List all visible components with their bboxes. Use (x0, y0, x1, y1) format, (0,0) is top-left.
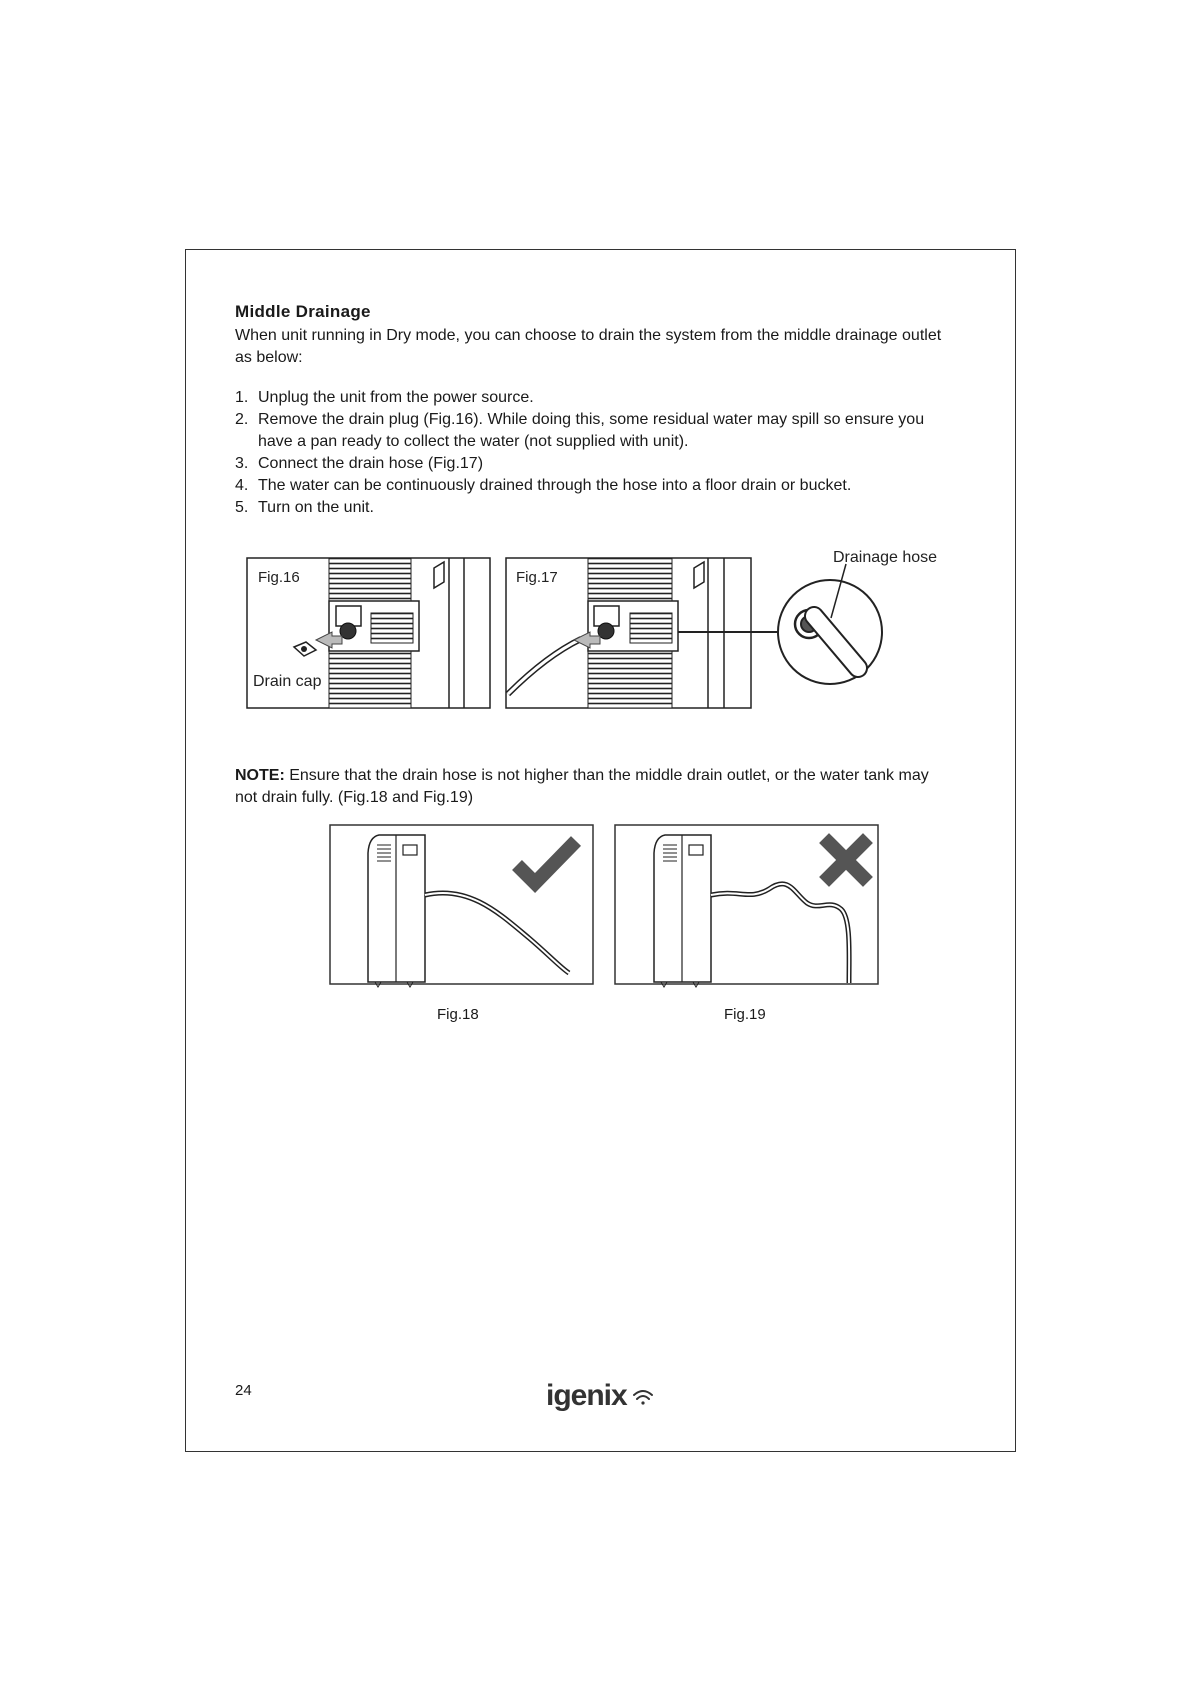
fig18-illustration (330, 825, 593, 987)
brand-logo (546, 1375, 656, 1415)
figures-18-19 (329, 823, 879, 993)
main-content (235, 302, 950, 519)
drain-cap-label: Drain cap (253, 673, 322, 690)
fig16-label: Fig.16 (258, 569, 300, 586)
page-number: 24 (235, 1382, 252, 1399)
steps-list (235, 387, 950, 519)
brand-name: igenix (546, 1379, 627, 1412)
list-item: 3. Connect the drain hose (Fig.17) (235, 455, 484, 472)
wifi-icon (634, 1391, 652, 1405)
drainage-hose-detail (778, 549, 937, 684)
fig16-illustration (247, 558, 490, 708)
fig18-caption: Fig.18 (437, 1006, 479, 1023)
note-text: Ensure that the drain hose is not higher than the middle drain outlet, or the water tank may not drain fully. (Fig.18 and Fig.19) (235, 767, 929, 806)
section-title: Middle Drainage (235, 302, 371, 321)
fig19-caption: Fig.19 (724, 1006, 766, 1023)
list-item: 5. Turn on the unit. (235, 499, 374, 516)
fig17-illustration (506, 558, 782, 708)
list-item: 4. The water can be continuously drained through the hose into a floor drain or bucket. (235, 477, 852, 494)
fig19-illustration (615, 825, 878, 987)
intro-paragraph: When unit running in Dry mode, you can choose to drain the system from the middle drainage outlet as below: (235, 327, 942, 366)
note-label: NOTE: (235, 767, 285, 784)
figures-16-17 (246, 546, 952, 716)
note-paragraph (235, 765, 950, 809)
drainage-hose-label: Drainage hose (833, 549, 938, 566)
list-item: 1. Unplug the unit from the power source. (235, 389, 534, 406)
fig17-label: Fig.17 (516, 569, 558, 586)
list-item: 2. Remove the drain plug (Fig.16). While doing this, some residual water may spill so ensure you have a pan ready to collect the water (not supplied with unit). (235, 411, 925, 450)
